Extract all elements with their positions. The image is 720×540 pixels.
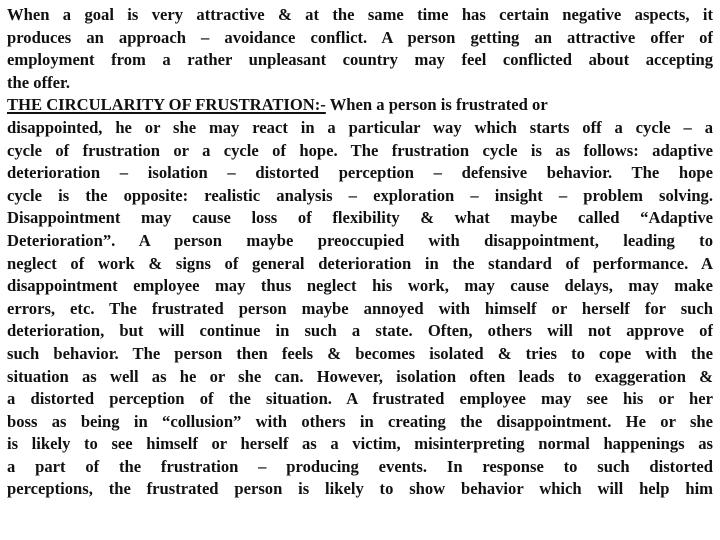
text-fragment: When a person is frustrated or — [325, 95, 548, 115]
text-line: Disappointment may cause loss of flexibility & what maybe called “Adaptive — [7, 208, 713, 228]
text-line: cycle is the opposite: realistic analysis – exploration – insight – problem solving. — [7, 185, 713, 205]
text-line: boss as being in “collusion” with others in creating the disappointment. He or she — [7, 411, 713, 431]
text-line: employment from a rather unpleasant country may feel conflicted about accepting — [7, 50, 713, 70]
section-first-line — [7, 94, 713, 117]
text-line: errors, etc. The frustrated person maybe annoyed with himself or herself for such — [7, 298, 713, 318]
text-line: deterioration – isolation – distorted perception – defensive behavior. The hope — [7, 163, 713, 183]
text-line: Deterioration”. A person maybe preoccupied with disappointment, leading to — [7, 230, 713, 250]
text-line: deterioration, but will continue in such a state. Often, others will not approve of — [7, 321, 713, 341]
text-line: a distorted perception of the situation. A frustrated employee may see his or her — [7, 389, 713, 409]
text-line: When a goal is very attractive & at the same time has certain negative aspects, it — [7, 5, 713, 24]
text-line: the offer. — [7, 72, 70, 92]
text-line: disappointment employee may thus neglect his work, may cause delays, may make — [7, 276, 713, 296]
text-line: such behavior. The person then feels & becomes isolated & tries to cope with the — [7, 343, 713, 363]
text-line: is likely to see himself or herself as a victim, misinterpreting normal happenings as — [7, 434, 713, 454]
text-line: produces an approach – avoidance conflict. A person getting an attractive offer of — [7, 27, 713, 47]
text-line: situation as well as he or she can. However, isolation often leads to exaggeration & — [7, 366, 713, 386]
text-line: perceptions, the frustrated person is likely to show behavior which will help him — [7, 479, 713, 499]
section-heading: THE CIRCULARITY OF FRUSTRATION:- — [7, 95, 326, 115]
text-line: disappointed, he or she may react in a particular way which starts off a cycle – a — [7, 117, 713, 137]
text-line: a part of the frustration – producing events. In response to such distorted — [7, 456, 713, 476]
text-line: cycle of frustration or a cycle of hope. The frustration cycle is as follows: adaptive — [7, 140, 713, 160]
document-page — [7, 4, 713, 501]
text-line: neglect of work & signs of general deterioration in the standard of performance. A — [7, 253, 713, 273]
